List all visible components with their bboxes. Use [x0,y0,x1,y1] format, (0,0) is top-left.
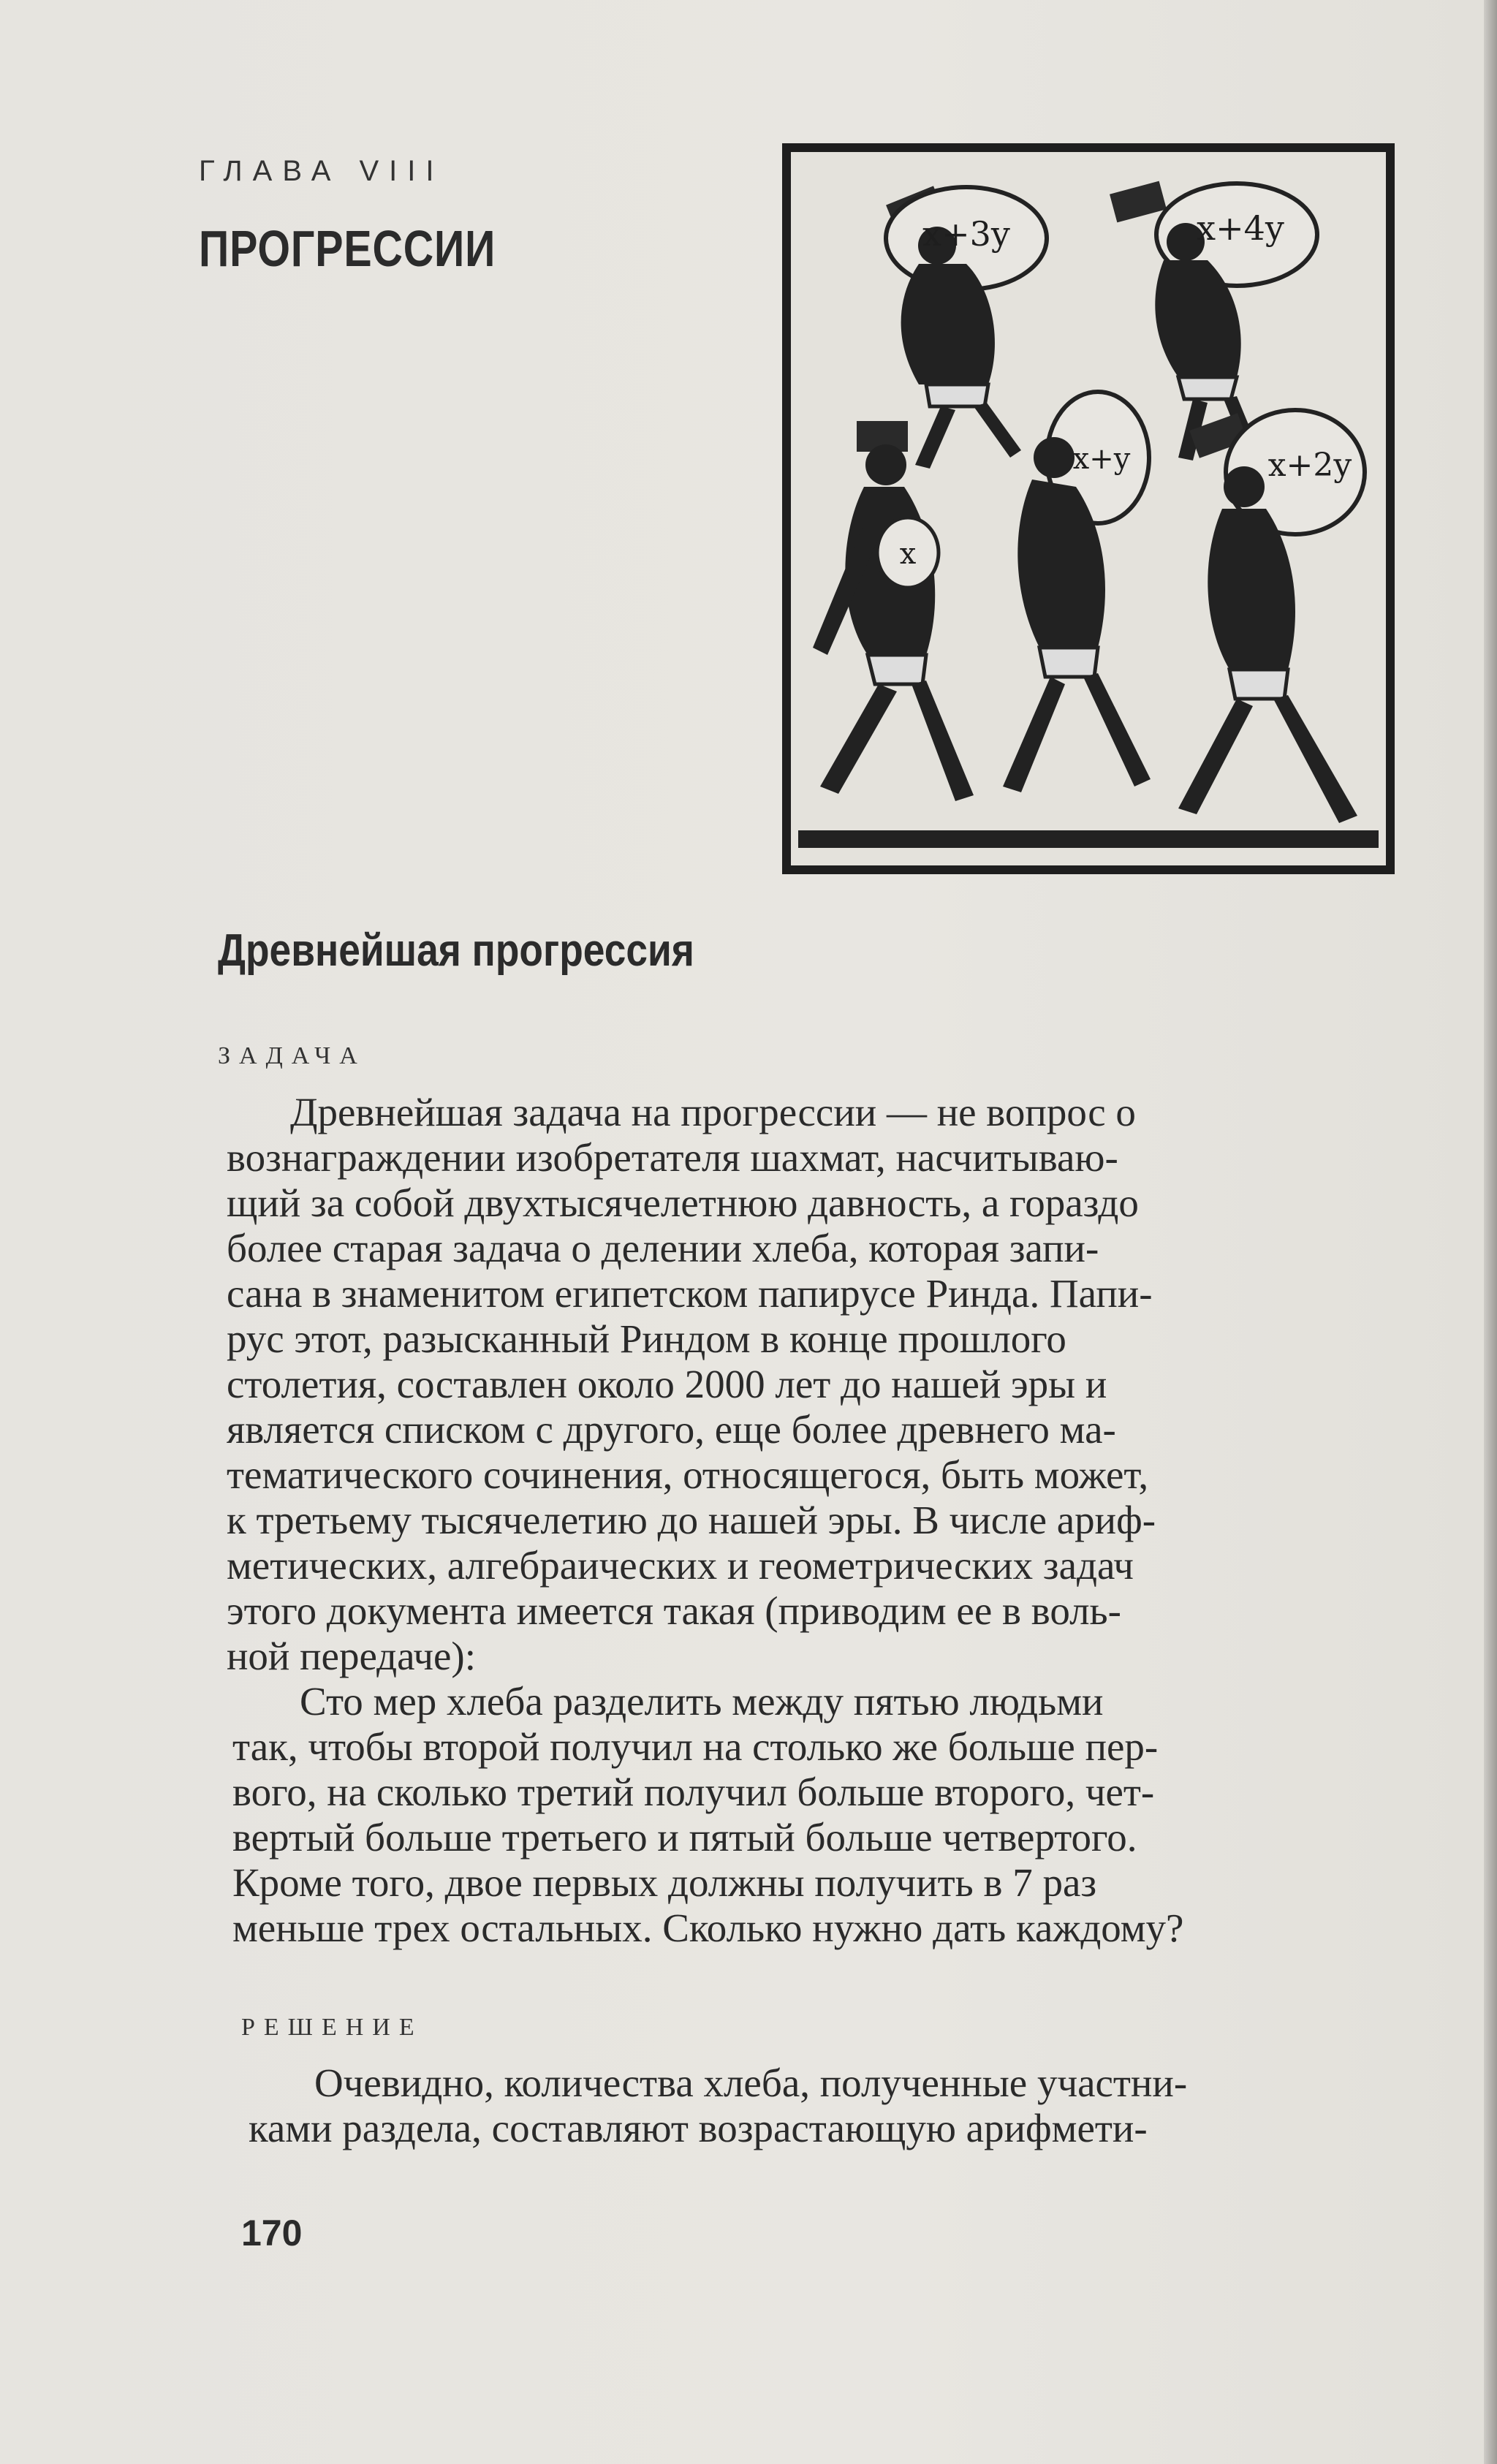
section-title: Древнейшая прогрессия [218,925,694,976]
problem-label: ЗАДАЧА [218,1042,366,1069]
problem-line: Древнейшая задача на прогрессии — не вопрос о [290,1090,1136,1134]
chapter-label: ГЛАВА VIII [199,155,444,187]
sack-label-xy: x+y [1072,442,1131,476]
problem-line: сана в знаменитом египетском папирусе Ринда. Папи- [227,1271,1153,1316]
problem-line: к третьему тысячелетию до нашей эры. В числе ариф- [227,1498,1156,1542]
problem-line: щий за собой двухтысячелетнюю давность, а гораздо [227,1180,1139,1225]
problem-line: вознаграждении изобретателя шахмат, насчитываю- [227,1135,1118,1180]
problem-line: тематического сочинения, относящегося, быть может, [227,1452,1149,1497]
solution-line: ками раздела, составляют возрастающую арифмети- [249,2106,1148,2150]
problem-line: меньше трех остальных. Сколько нужно дать каждому? [232,1906,1184,1950]
sack-label-x4y: x+4y [1197,208,1284,248]
illustration-ground [798,830,1379,848]
sack-label-x2y: x+2y [1267,447,1352,484]
page-number: 170 [241,2213,303,2253]
problem-line: более старая задача о делении хлеба, которая запи- [227,1226,1099,1270]
problem-line: ной передаче): [227,1634,477,1678]
problem-line: так, чтобы второй получил на столько же больше пер- [232,1724,1159,1769]
problem-line: метических, алгебраических и геометрических задач [227,1543,1134,1588]
solution-line: Очевидно, количества хлеба, полученные участни- [314,2061,1188,2105]
problem-line: рус этот, разысканный Риндом в конце прошлого [227,1316,1066,1361]
sack-label-x3y: x+3y [922,214,1010,254]
problem-line: вертый больше третьего и пятый больше четвертого. [232,1815,1137,1860]
chapter-title: ПРОГРЕССИИ [199,220,496,277]
porters-illustration [769,143,1403,876]
problem-line: является списком с другого, еще более древнего ма- [227,1407,1116,1452]
solution-label: РЕШЕНИЕ [241,2014,423,2041]
problem-line: этого документа имеется такая (приводим ее в воль- [227,1588,1121,1633]
problem-line: столетия, составлен около 2000 лет до нашей эры и [227,1362,1107,1406]
problem-line: Сто мер хлеба разделить между пятью людьми [300,1679,1104,1724]
problem-line: вого, на сколько третий получил больше второго, чет- [232,1770,1155,1814]
sack-label-x: x [899,537,917,571]
problem-line: Кроме того, двое первых должны получить в 7 раз [232,1860,1097,1905]
page-gutter-shadow [1484,0,1497,2464]
